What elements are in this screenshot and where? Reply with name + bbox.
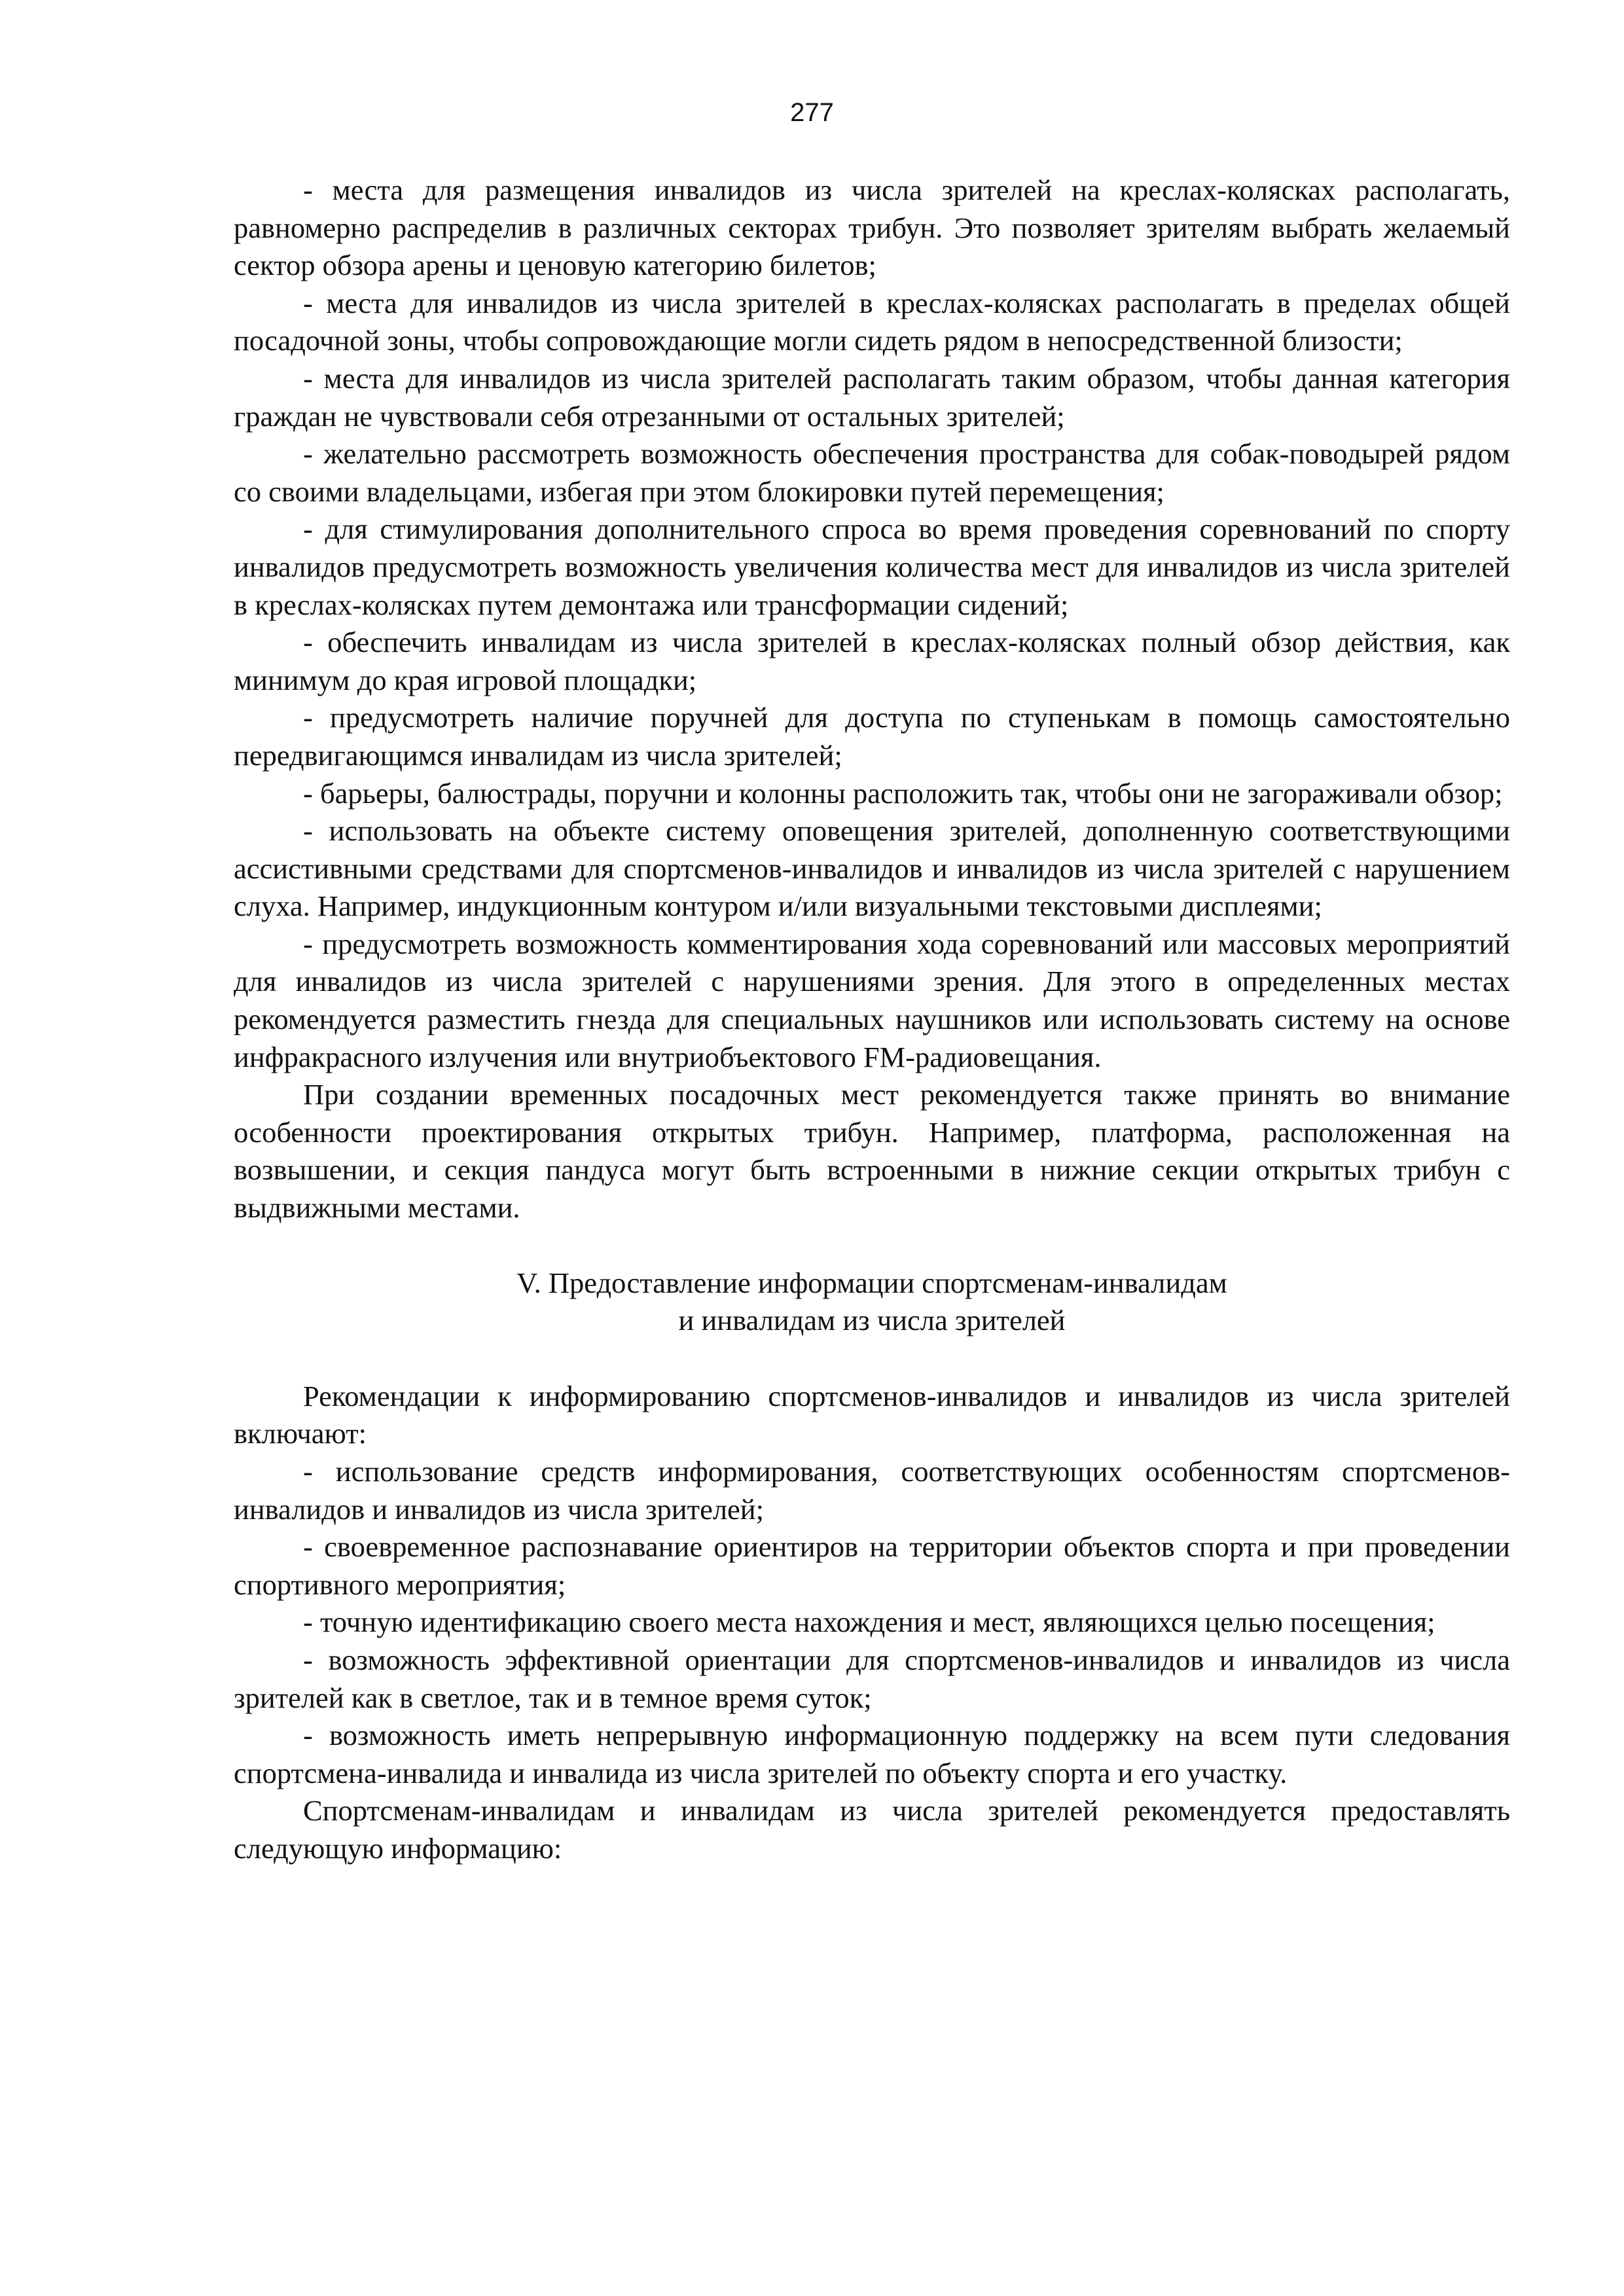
paragraph: Спортсменам-инвалидам и инвалидам из числа зрителей рекомендуется предоставлять следующую информацию: (234, 1794, 1510, 1865)
paragraph: - желательно рассмотреть возможность обеспечения пространства для собак-поводырей рядом со своими владельцами, избегая при этом блокировки путей перемещения; (234, 437, 1510, 508)
section-heading-line-1: V. Предоставление информации спортсменам-инвалидам (516, 1266, 1227, 1299)
paragraph: - для стимулирования дополнительного спроса во время проведения соревнований по спорту инвалидов предусмотреть возможность увеличения количества мест для инвалидов из числа зрителей в креслах-колясках путем демонтажа или трансформации сидений; (234, 512, 1510, 621)
paragraph: - использовать на объекте систему оповещения зрителей, дополненную соответствующими ассистивными средствами для спортсменов-инвалидов и инвалидов из числа зрителей с нарушением слуха. Например, индукционным контуром и/или визуальными текстовыми дисплеями; (234, 814, 1510, 923)
paragraph: - возможность эффективной ориентации для спортсменов-инвалидов и инвалидов из числа зрителей как в светлое, так и в темное время суток; (234, 1643, 1510, 1714)
paragraph: - предусмотреть возможность комментирования хода соревнований или массовых мероприятий для инвалидов из числа зрителей с нарушениями зрения. Для этого в определенных местах рекомендуется разместить гнезда для специальных наушников или использовать систему на основе инфракрасного излучения или внутриобъектового FM-радиовещания. (234, 927, 1510, 1073)
paragraph: - обеспечить инвалидам из числа зрителей в креслах-колясках полный обзор действия, как минимум до края игровой площадки; (234, 626, 1510, 696)
section-heading-line-2: и инвалидам из числа зрителей (678, 1304, 1066, 1337)
paragraph: - барьеры, балюстрады, поручни и колонны расположить так, чтобы они не загораживали обзор; (303, 776, 1503, 810)
paragraph: - точную идентификацию своего места нахождения и мест, являющихся целью посещения; (303, 1605, 1435, 1639)
paragraph: - своевременное распознавание ориентиров на территории объектов спорта и при проведении спортивного мероприятия; (234, 1530, 1510, 1601)
paragraph: - использование средств информирования, соответствующих особенностям спортсменов-инвалидов и инвалидов из числа зрителей; (234, 1455, 1510, 1526)
paragraph: При создании временных посадочных мест рекомендуется также принять во внимание особенности проектирования открытых трибун. Например, платформа, расположенная на возвышении, и секция пандуса могут быть встроенными в нижние секции открытых трибун с выдвижными местами. (234, 1078, 1510, 1225)
paragraph: - предусмотреть наличие поручней для доступа по ступенькам в помощь самостоятельно передвигающимся инвалидам из числа зрителей; (234, 701, 1510, 772)
paragraph: Рекомендации к информированию спортсменов-инвалидов и инвалидов из числа зрителей включают: (234, 1379, 1510, 1450)
section-heading (234, 1265, 1510, 1340)
paragraph: - места для инвалидов из числа зрителей располагать таким образом, чтобы данная категория граждан не чувствовали себя отрезанными от остальных зрителей; (234, 361, 1510, 433)
paragraph: - возможность иметь непрерывную информационную поддержку на всем пути следования спортсмена-инвалида и инвалида из числа зрителей по объекту спорта и его участку. (234, 1719, 1510, 1789)
document-body (234, 171, 1510, 1868)
paragraph: - места для инвалидов из числа зрителей в креслах-колясках располагать в пределах общей посадочной зоны, чтобы сопровождающие могли сидеть рядом в непосредственной близости; (234, 286, 1510, 357)
page-number: 277 (790, 98, 834, 127)
paragraph: - места для размещения инвалидов из числа зрителей на креслах-колясках располагать, равномерно распределив в различных секторах трибун. Это позволяет зрителям выбрать желаемый сектор обзора арены и ценовую категорию билетов; (234, 173, 1510, 282)
